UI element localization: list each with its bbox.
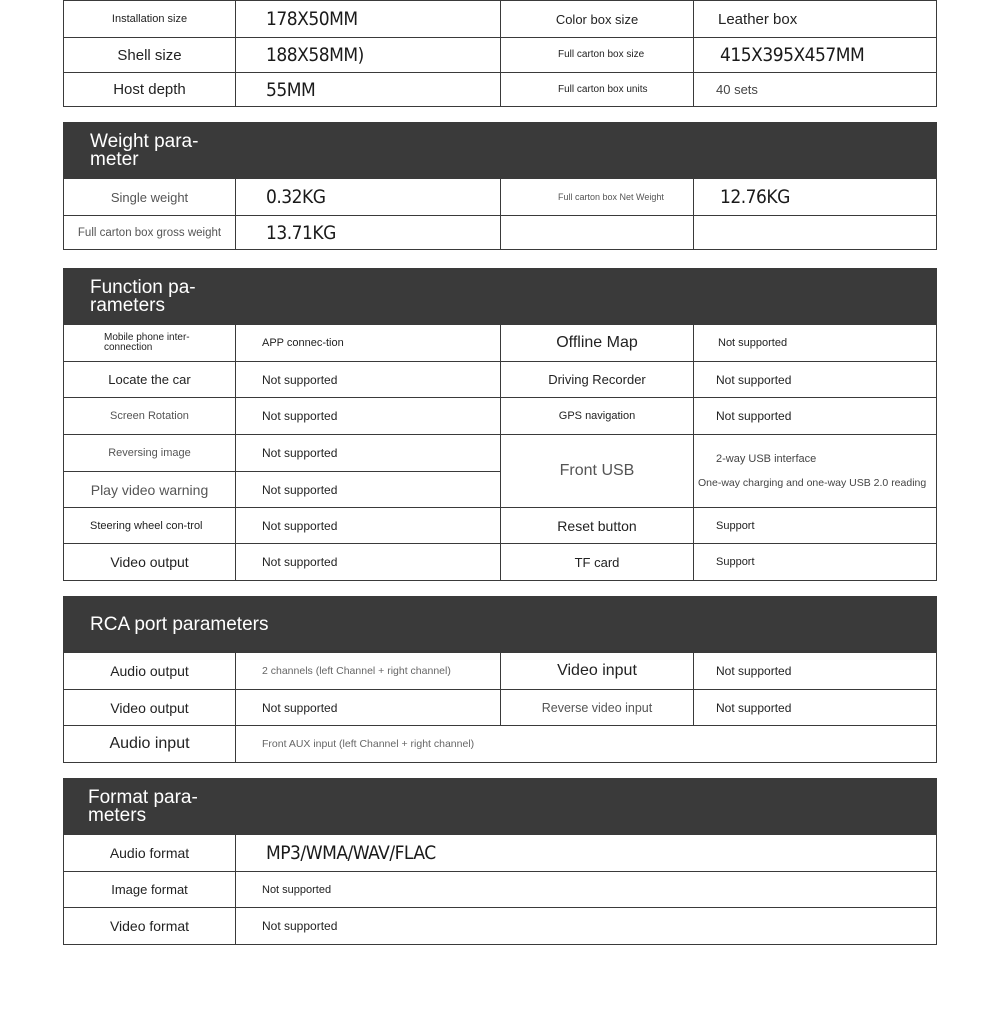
function-title: Function pa-rameters [90,276,196,316]
audio-output-value: 2 channels (left Channel + right channel) [236,653,501,690]
table-row [64,544,937,581]
play-video-warning-value: Not supported [236,472,501,508]
full-carton-box-size-label: Full carton box size [501,38,694,73]
empty-cell [501,216,694,250]
locate-car-label: Locate the car [64,362,236,398]
color-box-size-value: Leather box [694,1,937,38]
weight-table [63,122,937,250]
table-row [64,38,937,73]
video-input-label: Video input [501,653,694,690]
installation-size-value: 178X50MM [236,1,501,38]
rca-video-output-label: Video output [64,690,236,726]
video-input-value: Not supported [694,653,937,690]
rca-video-output-value: Not supported [236,690,501,726]
driving-recorder-value: Not supported [694,362,937,398]
section-header [64,597,937,653]
gps-navigation-label: GPS navigation [501,398,694,435]
image-format-label: Image format [64,872,236,908]
format-title: Format para-meters [88,786,198,826]
host-depth-value: 55MM [236,73,501,107]
reset-button-label: Reset button [501,508,694,544]
tf-card-label: TF card [501,544,694,581]
reset-button-value: Support [694,508,937,544]
audio-format-value: MP3/WMA/WAV/FLAC [236,835,937,872]
host-depth-label: Host depth [64,73,236,107]
carton-gross-weight-label: Full carton box gross weight [64,216,236,250]
front-usb-label: Front USB [501,435,694,508]
table-row [64,398,937,435]
front-usb-line-2: One-way charging and one-way USB 2.0 reading [698,477,927,489]
video-output-value: Not supported [236,544,501,581]
table-row [64,835,937,872]
image-format-value: Not supported [236,872,937,908]
full-carton-box-units-value: 40 sets [694,73,937,107]
carton-net-weight-label: Full carton box Net Weight [501,179,694,216]
video-format-label: Video format [64,908,236,945]
reversing-image-label: Reversing image [64,435,236,472]
section-header [64,269,937,325]
table-row [64,1,937,38]
reverse-video-input-value: Not supported [694,690,937,726]
front-usb-line-1: 2-way USB interface [716,453,817,465]
color-box-size-label: Color box size [501,1,694,38]
offline-map-label: Offline Map [501,325,694,362]
section-header [64,123,937,179]
locate-car-value: Not supported [236,362,501,398]
video-format-value: Not supported [236,908,937,945]
section-header [64,779,937,835]
table-row [64,435,937,472]
audio-input-label: Audio input [64,726,236,763]
table-row [64,216,937,250]
mobile-interconnection-label: Mobile phone inter-connection [64,325,236,362]
steering-wheel-control-label: Steering wheel con-trol [64,508,236,544]
reverse-video-input-label: Reverse video input [501,690,694,726]
screen-rotation-label: Screen Rotation [64,398,236,435]
full-carton-box-size-value: 415X395X457MM [694,38,937,73]
steering-wheel-control-value: Not supported [236,508,501,544]
gps-navigation-value: Not supported [694,398,937,435]
carton-gross-weight-value: 13.71KG [236,216,501,250]
table-row [64,726,937,763]
empty-cell [694,216,937,250]
table-row [64,179,937,216]
table-row [64,362,937,398]
installation-size-label: Installation size [64,1,236,38]
screen-rotation-value: Not supported [236,398,501,435]
audio-output-label: Audio output [64,653,236,690]
front-usb-value [694,435,937,508]
reversing-image-value: Not supported [236,435,501,472]
table-row [64,690,937,726]
format-table [63,778,937,945]
single-weight-label: Single weight [64,179,236,216]
offline-map-value: Not supported [694,325,937,362]
table-row [64,73,937,107]
table-row [64,325,937,362]
shell-size-label: Shell size [64,38,236,73]
rca-table [63,596,937,763]
table-row [64,508,937,544]
shell-size-value: 188X58MM) [236,38,501,73]
rca-title: RCA port parameters [90,613,269,635]
tf-card-value: Support [694,544,937,581]
weight-title: Weight para-meter [90,130,199,170]
carton-net-weight-value: 12.76KG [694,179,937,216]
full-carton-box-units-label: Full carton box units [501,73,694,107]
table-row [64,908,937,945]
mobile-interconnection-value: APP connec-tion [236,325,501,362]
driving-recorder-label: Driving Recorder [501,362,694,398]
function-table [63,268,937,581]
audio-input-value: Front AUX input (left Channel + right channel) [236,726,937,763]
spec-sheet [63,0,936,945]
size-table [63,0,937,107]
table-row [64,872,937,908]
video-output-label: Video output [64,544,236,581]
table-row [64,653,937,690]
single-weight-value: 0.32KG [236,179,501,216]
audio-format-label: Audio format [64,835,236,872]
play-video-warning-label: Play video warning [64,472,236,508]
